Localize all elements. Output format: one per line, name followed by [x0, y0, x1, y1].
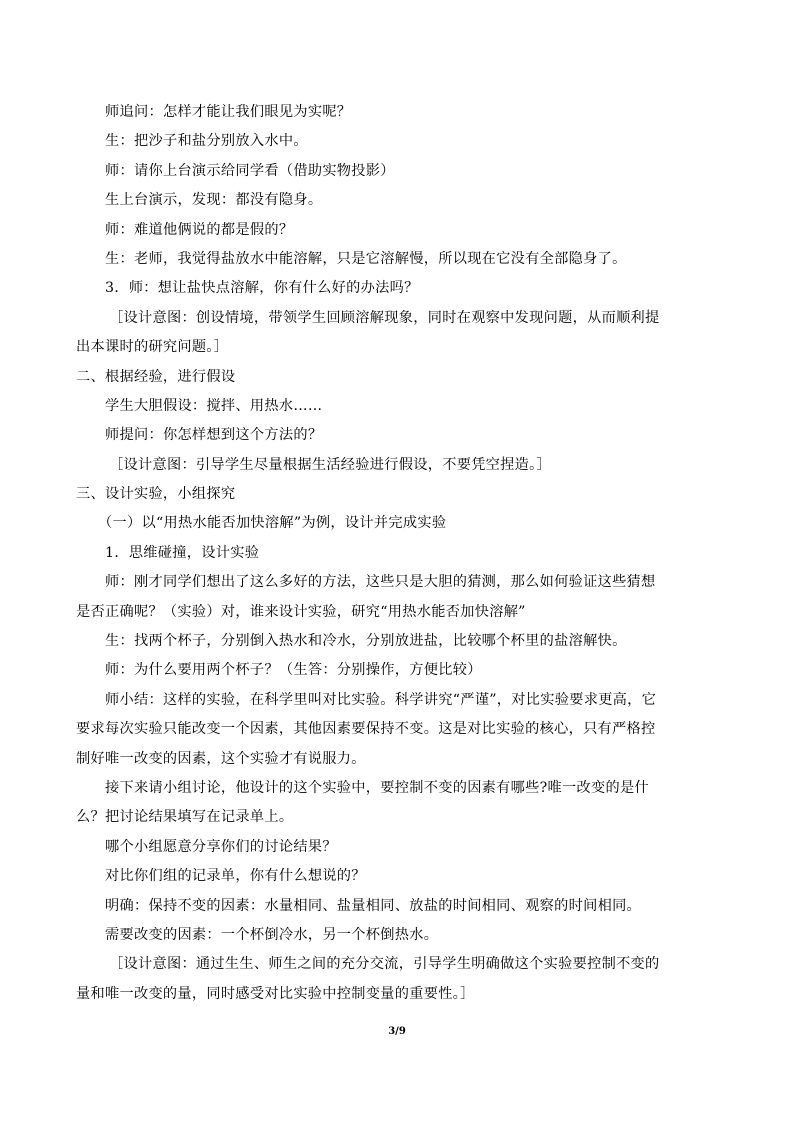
paragraph-line: 生：把沙子和盐分别放入水中。: [105, 133, 308, 150]
paragraph-line: 对比你们组的记录单，你有什么想说的？: [105, 868, 366, 885]
section-heading: 二、根据经验，进行假设: [76, 368, 236, 385]
paragraph-line: 制好唯一改变的因素，这个实验才有说服力。: [76, 750, 366, 767]
paragraph-line: 生上台演示，发现：都没有隐身。: [105, 192, 323, 209]
design-intent-line: ［设计意图：创设情境，带领学生回顾溶解现象，同时在观察中发现问题，从而顺利提: [109, 309, 660, 326]
numbered-step-heading: 1．思维碰撞，设计实验: [105, 544, 260, 561]
design-intent-line: ［设计意图：引导学生尽量根据生活经验进行假设，不要凭空捏造。］: [109, 456, 552, 473]
numbered-question-line: 3．师：想让盐快点溶解，你有什么好的办法吗？: [105, 280, 419, 297]
section-heading: 三、设计实验，小组探究: [76, 486, 236, 503]
paragraph-line: 师追问：怎样才能让我们眼见为实呢？: [105, 104, 352, 120]
paragraph-line: 是否正确呢？（实验）对，谁来设计实验，研究“用热水能否加快溶解”: [76, 603, 526, 620]
page-number: 3/9: [388, 1026, 406, 1037]
paragraph-line: 么？把讨论结果填写在记录单上。: [76, 809, 294, 826]
paragraph-line: 师小结：这样的实验，在科学里叫对比实验。科学讲究“严谨”，对比实验要求更高，它: [105, 691, 657, 708]
paragraph-line: 明确：保持不变的因素：水量相同、盐量相同、放盐的时间相同、观察的时间相同。: [105, 897, 642, 914]
paragraph-line: 师：刚才同学们想出了这么多好的方法，这些只是大胆的猜测，那么如何验证这些猜想: [105, 574, 656, 591]
paragraph-line: 需要改变的因素：一个杯倒冷水，另一个杯倒热水。: [105, 926, 439, 943]
paragraph-line: 师：难道他俩说的都是假的？: [105, 221, 294, 238]
paragraph-line: 师：为什么要用两个杯子？（生答：分别操作，方便比较）: [105, 662, 482, 679]
paragraph-line: 生：找两个杯子，分别倒入热水和冷水，分别放进盐，比较哪个杯里的盐溶解快。: [105, 633, 627, 650]
paragraph-line: 师：请你上台演示给同学看（借助实物投影）: [105, 162, 395, 179]
document-body: [76, 98, 726, 1009]
paragraph-line: 学生大胆假设：搅拌、用热水……: [105, 397, 323, 414]
paragraph-line: 哪个小组愿意分享你们的讨论结果？: [105, 838, 337, 855]
paragraph-line: 师提问：你怎样想到这个方法的？: [105, 427, 323, 444]
paragraph-line: 生：老师，我觉得盐放水中能溶解，只是它溶解慢，所以现在它没有全部隐身了。: [105, 250, 627, 267]
paragraph-line: 要求每次实验只能改变一个因素，其他因素要保持不变。这是对比实验的核心，只有严格控: [76, 721, 656, 738]
design-intent-line: 量和唯一改变的量，同时感受对比实验中控制变量的重要性。］: [76, 985, 475, 1002]
design-intent-line: 出本课时的研究问题。］: [76, 339, 229, 356]
paragraph-line: 接下来请小组讨论，他设计的这个实验中，要控制不变的因素有哪些?唯一改变的是什: [105, 779, 649, 796]
subsection-heading: （一）以“用热水能否加快溶解”为例，设计并完成实验: [98, 515, 447, 532]
design-intent-line: ［设计意图：通过生生、师生之间的充分交流，引导学生明确做这个实验要控制不变的: [109, 956, 660, 973]
